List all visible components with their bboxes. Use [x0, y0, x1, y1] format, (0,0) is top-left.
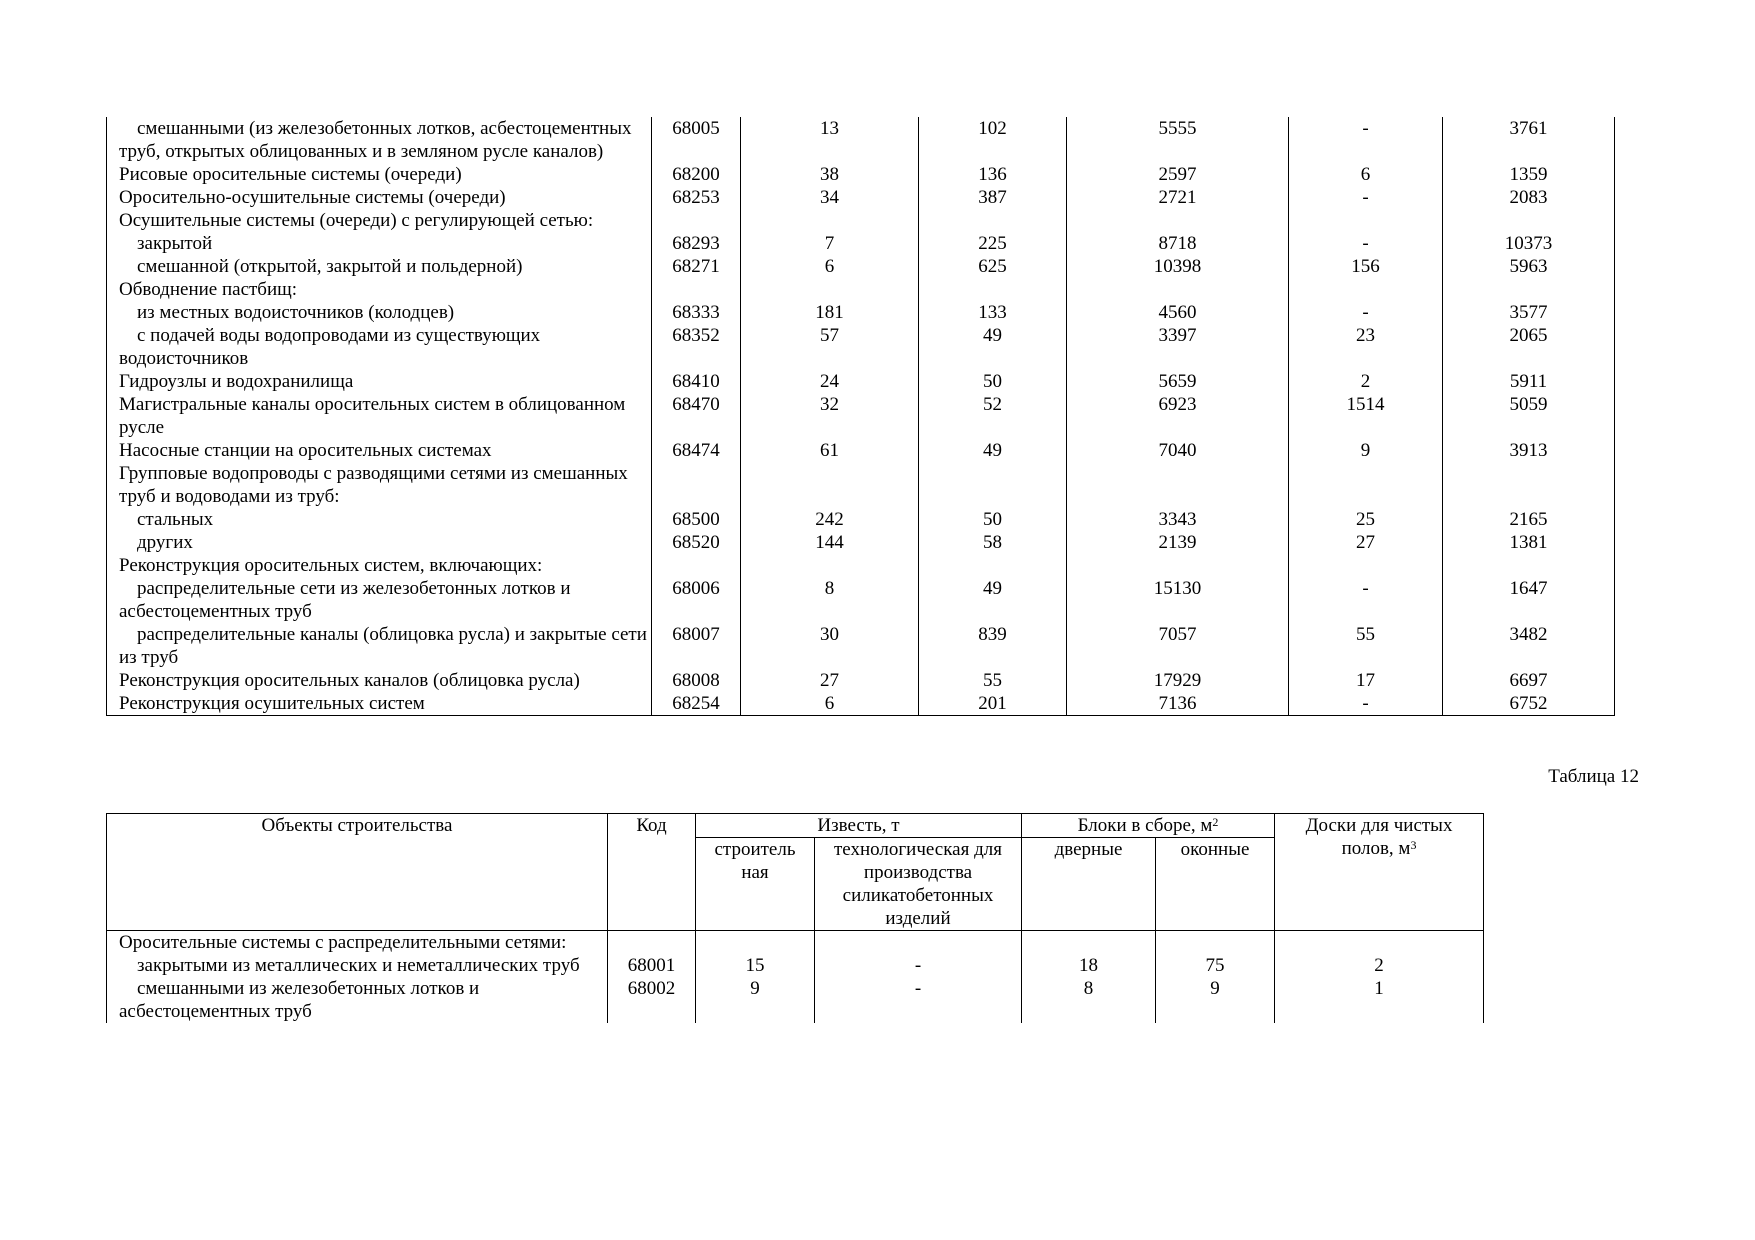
table-row: [107, 954, 1484, 977]
row-code: 68500: [652, 508, 741, 531]
table-row: [107, 439, 1615, 462]
row-value: [1443, 462, 1615, 508]
header-objects: Объекты строительства: [107, 814, 608, 931]
row-value: [741, 278, 919, 301]
table-row: [107, 209, 1615, 232]
header-boards-label: Доски для чистых полов, м: [1305, 815, 1453, 859]
row-value: 9: [696, 977, 815, 1023]
row-code: [652, 278, 741, 301]
row-value: [919, 462, 1067, 508]
row-value: 8: [741, 577, 919, 623]
row-value: 9: [1156, 977, 1275, 1023]
row-value: 18: [1022, 954, 1156, 977]
row-value: 30: [741, 623, 919, 669]
row-value: 52: [919, 393, 1067, 439]
row-value: -: [1289, 692, 1443, 716]
row-code: [652, 462, 741, 508]
row-code: 68333: [652, 301, 741, 324]
row-code: [652, 209, 741, 232]
row-value: [741, 209, 919, 232]
row-name: Гидроузлы и водохранилища: [107, 370, 652, 393]
row-code: 68200: [652, 163, 741, 186]
row-value: 2: [1289, 370, 1443, 393]
header-blocks-label: Блоки в сборе, м: [1077, 815, 1213, 836]
header-blocks-door: дверные: [1022, 838, 1156, 931]
table-row: [107, 278, 1615, 301]
row-value: 10373: [1443, 232, 1615, 255]
row-value: 55: [1289, 623, 1443, 669]
row-code: 68005: [652, 117, 741, 163]
row-name: смешанной (открытой, закрытой и польдерной): [107, 255, 652, 278]
row-value: 10398: [1067, 255, 1289, 278]
row-value: 201: [919, 692, 1067, 716]
row-value: [1443, 209, 1615, 232]
row-value: 5659: [1067, 370, 1289, 393]
row-value: 49: [919, 439, 1067, 462]
row-value: 3913: [1443, 439, 1615, 462]
row-value: [1275, 931, 1484, 955]
row-value: 3482: [1443, 623, 1615, 669]
row-value: 1359: [1443, 163, 1615, 186]
row-value: 2083: [1443, 186, 1615, 209]
row-value: [741, 462, 919, 508]
row-value: 6923: [1067, 393, 1289, 439]
row-value: [741, 554, 919, 577]
row-value: [1289, 554, 1443, 577]
row-value: -: [815, 954, 1022, 977]
row-code: 68254: [652, 692, 741, 716]
row-value: 38: [741, 163, 919, 186]
row-value: 181: [741, 301, 919, 324]
row-name: Обводнение пастбищ:: [107, 278, 652, 301]
header-blocks: [1022, 814, 1275, 838]
row-value: 2: [1275, 954, 1484, 977]
row-code: 68293: [652, 232, 741, 255]
row-value: 17: [1289, 669, 1443, 692]
row-value: [1067, 278, 1289, 301]
table-row: [107, 692, 1615, 716]
row-value: [1067, 554, 1289, 577]
table-row: [107, 255, 1615, 278]
row-name: Магистральные каналы оросительных систем в облицованном русле: [107, 393, 652, 439]
row-name: Реконструкция осушительных систем: [107, 692, 652, 716]
table-row: [107, 163, 1615, 186]
row-value: 7040: [1067, 439, 1289, 462]
row-value: 6697: [1443, 669, 1615, 692]
row-value: 57: [741, 324, 919, 370]
row-value: 8718: [1067, 232, 1289, 255]
row-value: 2721: [1067, 186, 1289, 209]
row-name: Групповые водопроводы с разводящими сетями из смешанных труб и водоводами из труб:: [107, 462, 652, 508]
table-row: [107, 117, 1615, 163]
header-boards: [1275, 814, 1484, 931]
row-name: закрытой: [107, 232, 652, 255]
row-value: 5555: [1067, 117, 1289, 163]
row-value: -: [1289, 232, 1443, 255]
row-value: 7: [741, 232, 919, 255]
row-value: 625: [919, 255, 1067, 278]
row-value: 27: [741, 669, 919, 692]
row-name: Насосные станции на оросительных системах: [107, 439, 652, 462]
table-row: [107, 393, 1615, 439]
header-boards-sup: 3: [1410, 838, 1417, 852]
row-code: 68002: [608, 977, 696, 1023]
row-value: [1067, 462, 1289, 508]
row-value: 3343: [1067, 508, 1289, 531]
row-value: [815, 931, 1022, 955]
row-value: 839: [919, 623, 1067, 669]
table-row: [107, 232, 1615, 255]
header-blocks-sup: 2: [1212, 815, 1219, 829]
row-value: -: [1289, 117, 1443, 163]
row-name: Оросительные системы с распределительными сетями:: [107, 931, 608, 955]
row-value: 133: [919, 301, 1067, 324]
row-value: [1067, 209, 1289, 232]
row-value: 6752: [1443, 692, 1615, 716]
row-value: [919, 554, 1067, 577]
row-code: 68008: [652, 669, 741, 692]
row-value: [1289, 209, 1443, 232]
row-name: других: [107, 531, 652, 554]
row-value: [1156, 931, 1275, 955]
table-row: [107, 508, 1615, 531]
row-code: 68520: [652, 531, 741, 554]
row-value: 25: [1289, 508, 1443, 531]
row-value: 2065: [1443, 324, 1615, 370]
table-row: [107, 186, 1615, 209]
row-code: 68253: [652, 186, 741, 209]
table-row: [107, 977, 1484, 1023]
row-value: 4560: [1067, 301, 1289, 324]
row-code: [608, 931, 696, 955]
table-row: [107, 554, 1615, 577]
row-value: 5911: [1443, 370, 1615, 393]
row-code: 68474: [652, 439, 741, 462]
row-value: 2597: [1067, 163, 1289, 186]
row-value: 34: [741, 186, 919, 209]
row-value: 5059: [1443, 393, 1615, 439]
row-value: [1443, 554, 1615, 577]
row-value: 27: [1289, 531, 1443, 554]
row-name: Реконструкция оросительных систем, включающих:: [107, 554, 652, 577]
row-value: [1022, 931, 1156, 955]
table-row: [107, 577, 1615, 623]
row-value: -: [1289, 577, 1443, 623]
row-name: смешанными из железобетонных лотков и асбестоцементных труб: [107, 977, 608, 1023]
row-name: из местных водоисточников (колодцев): [107, 301, 652, 324]
row-value: 8: [1022, 977, 1156, 1023]
row-value: 15130: [1067, 577, 1289, 623]
row-value: 49: [919, 324, 1067, 370]
table-row: [107, 462, 1615, 508]
row-code: 68006: [652, 577, 741, 623]
row-code: 68001: [608, 954, 696, 977]
table-row: [107, 669, 1615, 692]
table-row: [107, 531, 1615, 554]
table-caption: Таблица 12: [1548, 766, 1639, 787]
row-value: 50: [919, 508, 1067, 531]
row-name: Осушительные системы (очереди) с регулирующей сетью:: [107, 209, 652, 232]
row-code: 68271: [652, 255, 741, 278]
table-row: [107, 931, 1484, 955]
row-value: 242: [741, 508, 919, 531]
row-value: 2139: [1067, 531, 1289, 554]
row-value: 1381: [1443, 531, 1615, 554]
row-value: 15: [696, 954, 815, 977]
row-value: 58: [919, 531, 1067, 554]
header-blocks-window: оконные: [1156, 838, 1275, 931]
materials-table-continuation: [106, 117, 1615, 716]
row-name: Реконструкция оросительных каналов (облицовка русла): [107, 669, 652, 692]
row-value: 13: [741, 117, 919, 163]
row-value: 136: [919, 163, 1067, 186]
row-value: 9: [1289, 439, 1443, 462]
row-code: 68352: [652, 324, 741, 370]
row-value: 156: [1289, 255, 1443, 278]
row-code: [652, 554, 741, 577]
row-name: Оросительно-осушительные системы (очереди): [107, 186, 652, 209]
row-value: 1647: [1443, 577, 1615, 623]
row-value: 3577: [1443, 301, 1615, 324]
row-value: 17929: [1067, 669, 1289, 692]
row-value: 225: [919, 232, 1067, 255]
row-value: [1289, 278, 1443, 301]
row-value: 3761: [1443, 117, 1615, 163]
row-value: 75: [1156, 954, 1275, 977]
row-name: закрытыми из металлических и неметаллических труб: [107, 954, 608, 977]
row-value: [919, 278, 1067, 301]
row-value: 50: [919, 370, 1067, 393]
row-value: 144: [741, 531, 919, 554]
row-value: 24: [741, 370, 919, 393]
row-code: 68470: [652, 393, 741, 439]
row-value: 1514: [1289, 393, 1443, 439]
table-row: [107, 370, 1615, 393]
header-lime-construction: строитель ная: [696, 838, 815, 931]
row-value: 387: [919, 186, 1067, 209]
row-value: 1: [1275, 977, 1484, 1023]
row-value: 32: [741, 393, 919, 439]
row-value: [696, 931, 815, 955]
row-name: Рисовые оросительные системы (очереди): [107, 163, 652, 186]
row-value: -: [815, 977, 1022, 1023]
table-row: [107, 301, 1615, 324]
row-value: 3397: [1067, 324, 1289, 370]
row-value: -: [1289, 301, 1443, 324]
row-value: 6: [1289, 163, 1443, 186]
header-lime-tech: технологическая для производства силикатобетонных изделий: [815, 838, 1022, 931]
row-code: 68410: [652, 370, 741, 393]
row-value: 6: [741, 692, 919, 716]
row-value: 2165: [1443, 508, 1615, 531]
row-value: [1289, 462, 1443, 508]
header-code: Код: [608, 814, 696, 931]
row-value: 23: [1289, 324, 1443, 370]
row-value: [919, 209, 1067, 232]
row-value: 5963: [1443, 255, 1615, 278]
row-code: 68007: [652, 623, 741, 669]
row-name: стальных: [107, 508, 652, 531]
table-row: [107, 324, 1615, 370]
header-lime: Известь, т: [696, 814, 1022, 838]
table-12: [106, 813, 1484, 1023]
row-value: 7136: [1067, 692, 1289, 716]
row-value: 55: [919, 669, 1067, 692]
table-row: [107, 623, 1615, 669]
row-value: [1443, 278, 1615, 301]
row-value: 6: [741, 255, 919, 278]
row-value: -: [1289, 186, 1443, 209]
row-name: распределительные сети из железобетонных лотков и асбестоцементных труб: [107, 577, 652, 623]
row-name: распределительные каналы (облицовка русла) и закрытые сети из труб: [107, 623, 652, 669]
row-value: 49: [919, 577, 1067, 623]
row-name: смешанными (из железобетонных лотков, асбестоцементных труб, открытых облицованных и в земляном русле каналов): [107, 117, 652, 163]
row-value: 102: [919, 117, 1067, 163]
row-value: 61: [741, 439, 919, 462]
row-value: 7057: [1067, 623, 1289, 669]
row-name: с подачей воды водопроводами из существующих водоисточников: [107, 324, 652, 370]
